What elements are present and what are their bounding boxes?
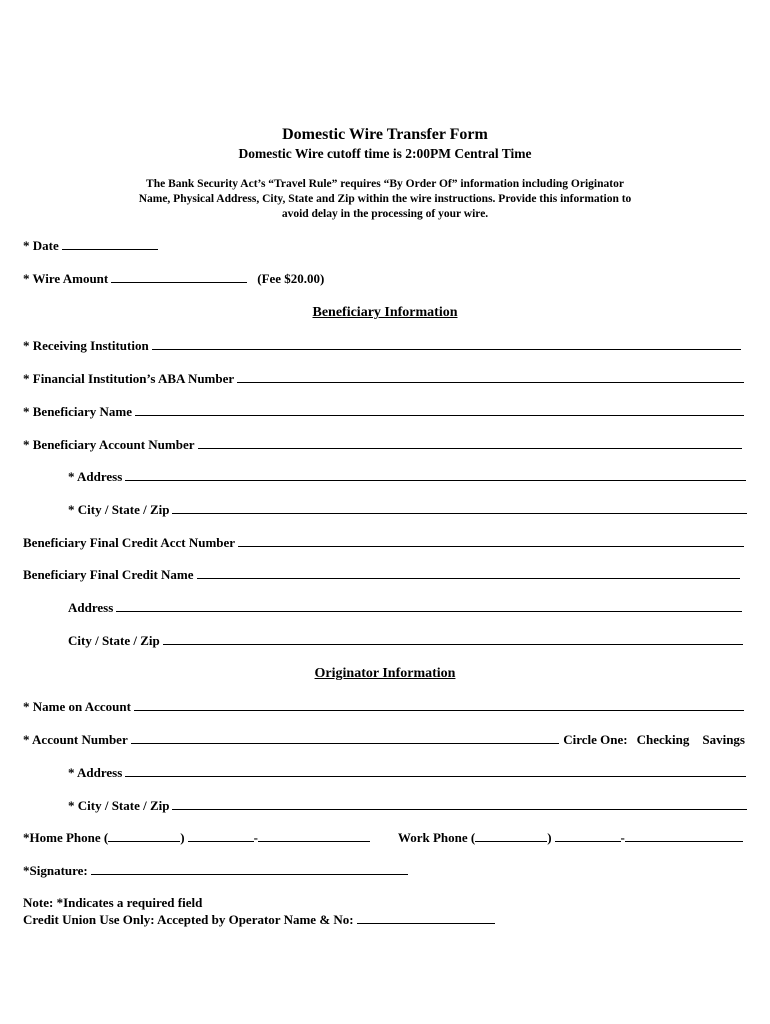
work-dash: -	[620, 830, 625, 845]
date-input-line[interactable]	[62, 238, 158, 250]
beneficiary-city-field	[68, 502, 747, 518]
aba-number-field	[23, 371, 744, 387]
home-prefix-line[interactable]	[188, 830, 254, 842]
date-field	[23, 238, 193, 254]
name-on-account-label: * Name on Account	[23, 699, 131, 714]
notice-line: The Bank Security Act’s “Travel Rule” requires “By Order Of” information including Originator	[146, 178, 624, 190]
beneficiary-address-label: * Address	[68, 469, 123, 484]
beneficiary-city-label: * City / State / Zip	[68, 502, 170, 517]
credit-union-use-label: Credit Union Use Only: Accepted by Operator Name & No:	[23, 912, 354, 927]
originator-city-field	[68, 798, 747, 814]
final-address-label: Address	[68, 600, 114, 615]
originator-address-input-line[interactable]	[125, 765, 746, 777]
signature-input-line[interactable]	[91, 863, 408, 875]
aba-number-label: * Financial Institution’s ABA Number	[23, 371, 235, 386]
checking-option[interactable]: Checking	[636, 732, 690, 747]
required-note-text: Note: *Indicates a required field	[23, 895, 203, 910]
beneficiary-city-input-line[interactable]	[172, 502, 747, 514]
date-label: * Date	[23, 238, 59, 253]
beneficiary-account-input-line[interactable]	[198, 437, 742, 449]
originator-address-field	[68, 765, 746, 781]
final-city-field	[68, 633, 743, 649]
wire-amount-field	[23, 271, 383, 287]
final-address-field	[68, 600, 742, 616]
home-area-code-line[interactable]	[108, 830, 180, 842]
fee-text: (Fee $20.00)	[257, 271, 325, 286]
operator-name-input-line[interactable]	[357, 912, 495, 924]
originator-heading: Originator Information	[314, 666, 456, 681]
final-credit-name-input-line[interactable]	[197, 567, 740, 579]
beneficiary-name-label: * Beneficiary Name	[23, 404, 133, 419]
receiving-institution-label: * Receiving Institution	[23, 338, 149, 353]
wire-amount-label: * Wire Amount	[23, 271, 109, 286]
originator-account-input-line[interactable]	[131, 732, 560, 744]
form-title: Domestic Wire Transfer Form	[282, 126, 488, 143]
home-number-line[interactable]	[258, 830, 370, 842]
work-prefix-line[interactable]	[555, 830, 621, 842]
circle-one-label: Circle One:	[563, 732, 628, 747]
work-area-code-line[interactable]	[475, 830, 547, 842]
signature-field	[23, 863, 408, 879]
credit-union-use-field	[23, 912, 495, 928]
originator-account-label: * Account Number	[23, 732, 128, 747]
home-phone-label: *Home Phone (	[23, 830, 109, 845]
beneficiary-account-label: * Beneficiary Account Number	[23, 437, 195, 452]
beneficiary-name-field	[23, 404, 744, 420]
final-city-label: City / State / Zip	[68, 633, 160, 648]
final-address-input-line[interactable]	[116, 600, 742, 612]
aba-number-input-line[interactable]	[237, 371, 744, 383]
originator-city-input-line[interactable]	[172, 798, 747, 810]
home-close-paren: )	[180, 830, 185, 845]
work-number-line[interactable]	[625, 830, 743, 842]
final-credit-name-field	[23, 567, 740, 583]
beneficiary-account-field	[23, 437, 742, 453]
beneficiary-heading: Beneficiary Information	[312, 305, 458, 320]
final-city-input-line[interactable]	[163, 633, 743, 645]
originator-city-label: * City / State / Zip	[68, 798, 170, 813]
originator-address-label: * Address	[68, 765, 123, 780]
name-on-account-input-line[interactable]	[134, 699, 744, 711]
final-credit-name-label: Beneficiary Final Credit Name	[23, 567, 194, 582]
savings-option[interactable]: Savings	[702, 732, 745, 747]
work-phone-label: Work Phone (	[397, 830, 476, 845]
signature-label: *Signature:	[23, 863, 88, 878]
originator-account-field	[23, 732, 745, 748]
phone-row	[23, 830, 743, 846]
notice-line: avoid delay in the processing of your wire.	[281, 208, 489, 220]
home-dash: -	[253, 830, 258, 845]
wire-amount-input-line[interactable]	[111, 271, 247, 283]
name-on-account-field	[23, 699, 744, 715]
notice-line: Name, Physical Address, City, State and Zip within the wire instructions. Provide this information to	[138, 193, 632, 205]
travel-rule-notice	[0, 177, 770, 222]
receiving-institution-field	[23, 338, 741, 354]
final-credit-acct-input-line[interactable]	[238, 535, 744, 547]
final-credit-acct-field	[23, 535, 744, 551]
beneficiary-address-input-line[interactable]	[125, 469, 746, 481]
cutoff-time-note: Domestic Wire cutoff time is 2:00PM Central Time	[238, 146, 532, 161]
required-note	[23, 895, 202, 911]
work-close-paren: )	[547, 830, 552, 845]
receiving-institution-input-line[interactable]	[152, 338, 741, 350]
beneficiary-name-input-line[interactable]	[135, 404, 744, 416]
beneficiary-address-field	[68, 469, 746, 485]
final-credit-acct-label: Beneficiary Final Credit Acct Number	[23, 535, 236, 550]
